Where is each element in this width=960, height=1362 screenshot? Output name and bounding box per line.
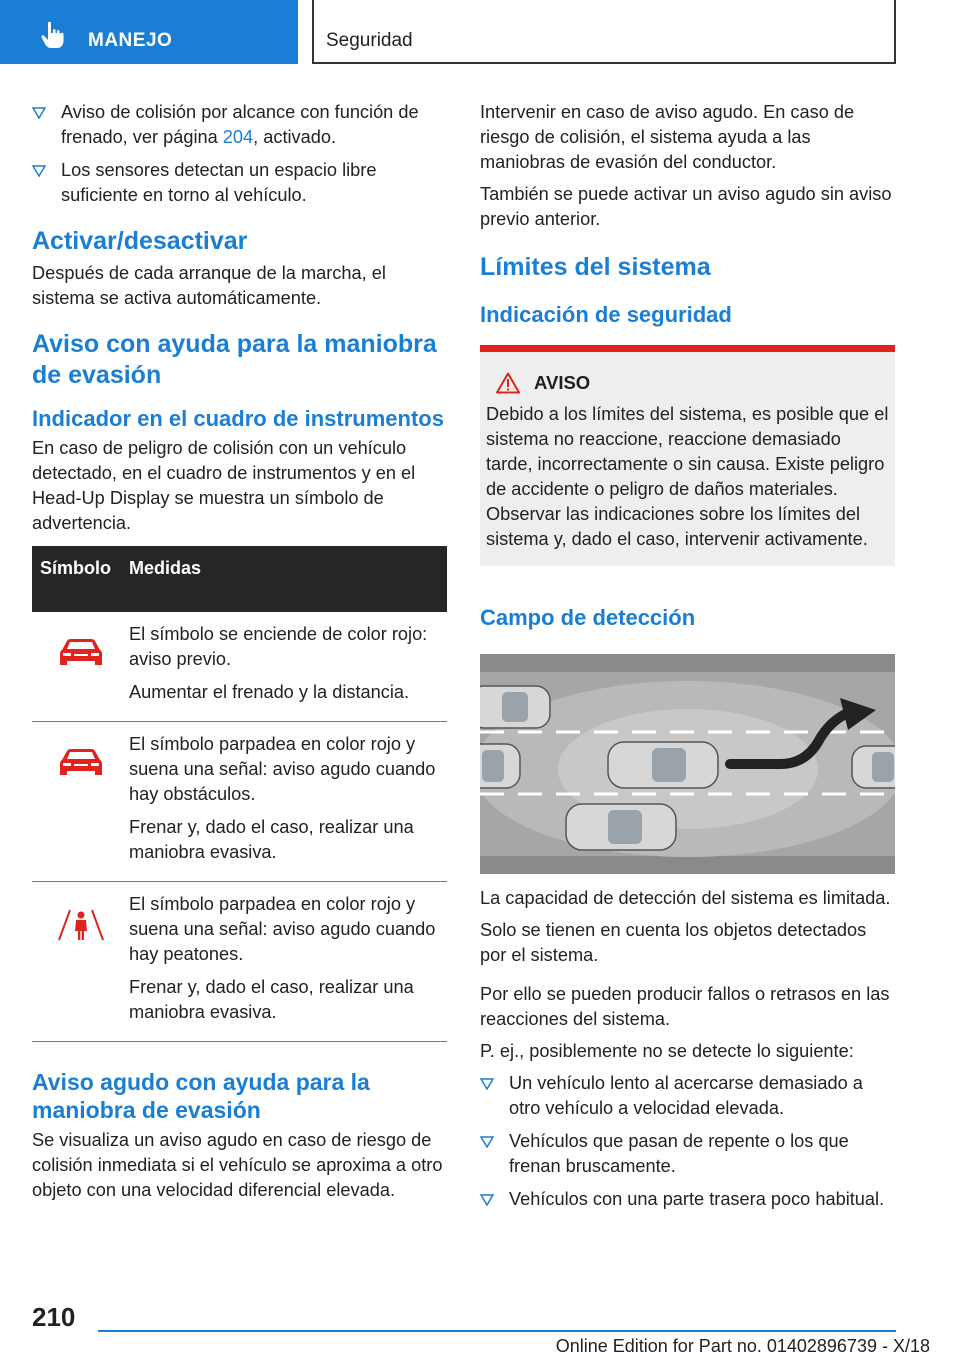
warning-triangle-icon bbox=[496, 372, 520, 394]
cell-text: Frenar y, dado el caso, realizar una maniobra evasiva. bbox=[129, 977, 414, 1022]
heading-aviso-agudo: Aviso agudo con ayuda para la maniobra de evasión bbox=[32, 1069, 370, 1123]
symbol-table bbox=[32, 546, 447, 1042]
paragraph: Solo se tienen en cuenta los objetos detectados por el sistema. bbox=[480, 920, 867, 965]
list-item-text: Los sensores detectan un espacio libre suficiente en torno al vehículo. bbox=[61, 160, 377, 205]
heading-limites: Límites del sistema bbox=[480, 253, 711, 281]
paragraph: En caso de peligro de colisión con un vehículo detectado, en el cuadro de instrumentos y en el Head-Up Display se muestra un símbolo de advertencia. bbox=[32, 438, 416, 533]
paragraph: P. ej., posiblemente no se detecte lo siguiente: bbox=[480, 1041, 854, 1061]
footer-divider bbox=[98, 1330, 896, 1332]
list-item bbox=[32, 100, 447, 150]
heading-campo: Campo de detección bbox=[480, 605, 696, 630]
cell-text: Frenar y, dado el caso, realizar una maniobra evasiva. bbox=[129, 817, 414, 862]
list-item bbox=[480, 1129, 895, 1179]
list-item bbox=[32, 158, 447, 208]
page-link[interactable]: 204 bbox=[222, 127, 254, 147]
car-warning-red-icon bbox=[58, 746, 104, 776]
table-row bbox=[32, 722, 447, 882]
car-warning-red-icon bbox=[58, 636, 104, 666]
cell-text: El símbolo parpadea en color rojo y suena una señal: aviso agudo cuando hay obstáculos. bbox=[129, 734, 436, 804]
list-item-text-end: , activado. bbox=[253, 127, 337, 147]
paragraph: Se visualiza un aviso agudo en caso de riesgo de colisión inmediata si el vehículo se aproxima a otro objeto con una velocidad diferencial elevada. bbox=[32, 1130, 443, 1200]
table-row bbox=[32, 882, 447, 1042]
list-item-text: Un vehículo lento al acercarse demasiado a otro vehículo a velocidad elevada. bbox=[509, 1073, 863, 1118]
heading-activar: Activar/desactivar bbox=[32, 227, 248, 255]
list-item-text: Vehículos con una parte trasera poco habitual. bbox=[509, 1189, 885, 1209]
warning-title: AVISO bbox=[534, 372, 591, 393]
triangle-bullet-icon bbox=[480, 1194, 494, 1206]
cell-text: El símbolo parpadea en color rojo y suena una señal: aviso agudo cuando hay peatones. bbox=[129, 894, 436, 964]
list-item bbox=[480, 1071, 895, 1121]
column-header-symbol: Símbolo bbox=[40, 558, 111, 578]
table-row bbox=[32, 612, 447, 722]
triangle-bullet-icon bbox=[480, 1078, 494, 1090]
list-item-text: Vehículos que pasan de repente o los que frenan bruscamente. bbox=[509, 1131, 849, 1176]
chapter-header bbox=[312, 0, 896, 64]
cell-text: Aumentar el frenado y la distancia. bbox=[129, 682, 410, 702]
hand-pointer-icon bbox=[40, 21, 66, 49]
list-item bbox=[480, 1187, 895, 1212]
pedestrian-warning-red-icon bbox=[56, 906, 106, 944]
warning-text: Debido a los límites del sistema, es posible que el sistema no reaccione, reaccione demasiado tarde, incorrectamente o sin causa. Existe peligro de accidente o peligro de daños materiales. Observar las indicaciones sobre los límites del sistema y, dado el caso, intervenir activamente. bbox=[486, 404, 889, 549]
page-number: 210 bbox=[32, 1302, 76, 1332]
cell-text: El símbolo se enciende de color rojo: aviso previo. bbox=[129, 624, 428, 669]
section-tab[interactable] bbox=[0, 0, 298, 64]
right-column bbox=[480, 100, 895, 1220]
list-item-text: Aviso de colisión por alcance con función de frenado, ver página bbox=[61, 102, 419, 147]
table-header bbox=[32, 546, 447, 612]
paragraph: La capacidad de detección del sistema es limitada. bbox=[480, 888, 891, 908]
heading-indicador: Indicador en el cuadro de instrumentos bbox=[32, 406, 444, 431]
warning-box bbox=[480, 345, 895, 566]
detection-field-illustration bbox=[480, 654, 895, 874]
section-tab-label: MANEJO bbox=[88, 30, 173, 51]
triangle-bullet-icon bbox=[32, 107, 46, 119]
triangle-bullet-icon bbox=[32, 165, 46, 177]
column-header-measures: Medidas bbox=[129, 558, 202, 578]
paragraph: Por ello se pueden producir fallos o retrasos en las reacciones del sistema. bbox=[480, 984, 890, 1029]
left-column bbox=[32, 100, 447, 1210]
heading-aviso-evasion: Aviso con ayuda para la maniobra de evasión bbox=[32, 330, 437, 389]
paragraph: Después de cada arranque de la marcha, el sistema se activa automáticamente. bbox=[32, 263, 386, 308]
paragraph: También se puede activar un aviso agudo sin aviso previo anterior. bbox=[480, 184, 892, 229]
heading-indicacion: Indicación de seguridad bbox=[480, 302, 732, 327]
edition-note: Online Edition for Part no. 01402896739 - X/18 bbox=[555, 1336, 930, 1356]
triangle-bullet-icon bbox=[480, 1136, 494, 1148]
paragraph: Intervenir en caso de aviso agudo. En caso de riesgo de colisión, el sistema ayuda a las maniobras de evasión del conductor. bbox=[480, 102, 855, 172]
chapter-title: Seguridad bbox=[326, 30, 413, 51]
